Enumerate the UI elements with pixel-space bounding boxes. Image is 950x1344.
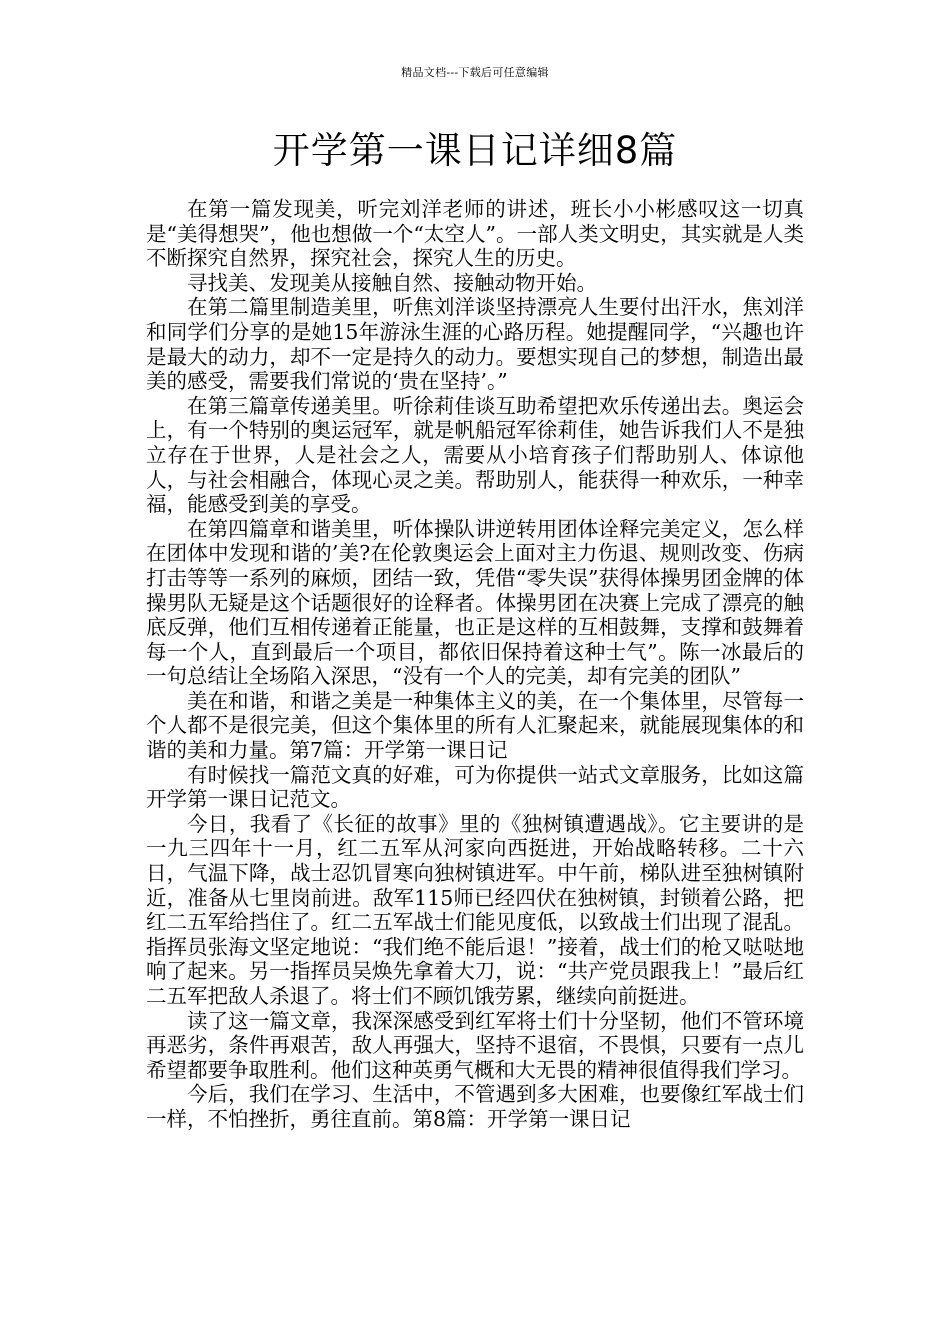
paragraph: 寻找美、发现美从接触自然、接触动物开始。	[187, 270, 597, 295]
document-title: 开学第一课日记详细8篇	[272, 129, 678, 172]
paragraph: 在第四篇章和谐美里，听体操队讲逆转用团体诠释完美定义，怎么样在团体中发现和谐的’美?在伦敦奥运会上面对主力伤退、规则改变、伤病打击等等一系列的麻烦，团结一致，凭借“零失误”获得体操男团金牌的体操男队无疑是这个话题很好的诠释者。体操男团在决赛上完成了漂亮的触底反弹，他们互相传递着正能量，也正是这样的互相鼓舞，支撑和鼓舞着每一个人，直到最后一个项目，都依旧保持着这种士气”。陈一冰最后的一句总结让全场陷入深思，“没有一个人的完美，却有完美的团队”	[146, 516, 804, 689]
document-body	[146, 197, 804, 1132]
paragraph: 今日，我看了《长征的故事》里的《独树镇遭遇战》。它主要讲的是一九三四年十一月，红二五军从河家向西挺进，开始战略转移。二十六日，气温下降，战士忍饥冒寒向独树镇进军。中午前，梯队进至独树镇附近，准备从七里岗前进。敌军115师已经四伏在独树镇，封锁着公路，把红二五军给挡住了。红二五军战士们能见度低，以致战士们出现了混乱。指挥员张海文坚定地说：“我们绝不能后退！”接着，战士们的枪又哒哒地响了起来。另一指挥员吴焕先拿着大刀，说：“共产党员跟我上！”最后红二五军把敌人杀退了。将士们不顾饥饿劳累，继续向前挺进。	[146, 811, 804, 1008]
page-header: 精品文档---下载后可任意编辑	[401, 66, 549, 79]
paragraph: 在第三篇章传递美里。听徐莉佳谈互助希望把欢乐传递出去。奥运会上，有一个特别的奥运冠军，就是帆船冠军徐莉佳，她告诉我们人不是独立存在于世界，人是社会之人，需要从小培育孩子们帮助别人、体谅他人，与社会相融合，体现心灵之美。帮助别人，能获得一种欢乐，一种幸福，能感受到美的享受。	[146, 393, 804, 517]
paragraph: 有时候找一篇范文真的好难，可为你提供一站式文章服务，比如这篇开学第一课日记范文。	[146, 762, 804, 812]
paragraph: 读了这一篇文章，我深深感受到红军将士们十分坚韧，他们不管环境再恶劣，条件再艰苦，敌人再强大，坚持不退宿，不畏惧，只要有一点儿希望都要争取胜利。他们这种英勇气概和大无畏的精神很值得我们学习。	[146, 1008, 804, 1082]
paragraph: 在第二篇里制造美里，听焦刘洋谈坚持漂亮人生要付出汗水，焦刘洋和同学们分享的是她15年游泳生涯的心路历程。她提醒同学，“兴趣也许是最大的动力，却不一定是持久的动力。要想实现自己的梦想，制造出最美的感受，需要我们常说的‘贵在坚持’。”	[146, 295, 804, 394]
paragraph: 美在和谐，和谐之美是一种集体主义的美，在一个集体里，尽管每一个人都不是很完美，但这个集体里的所有人汇聚起来，就能展现集体的和谐的美和力量。第7篇：开学第一课日记	[146, 688, 804, 763]
paragraph: 今后，我们在学习、生活中，不管遇到多大困难，也要像红军战士们一样，不怕挫折，勇往直前。第8篇：开学第一课日记	[146, 1082, 804, 1131]
paragraph: 在第一篇发现美，听完刘洋老师的讲述，班长小小彬感叹这一切真是“美得想哭”，他也想做一个“太空人”。一部人类文明史，其实就是人类不断探究自然界，探究社会，探究人生的历史。	[146, 197, 804, 271]
